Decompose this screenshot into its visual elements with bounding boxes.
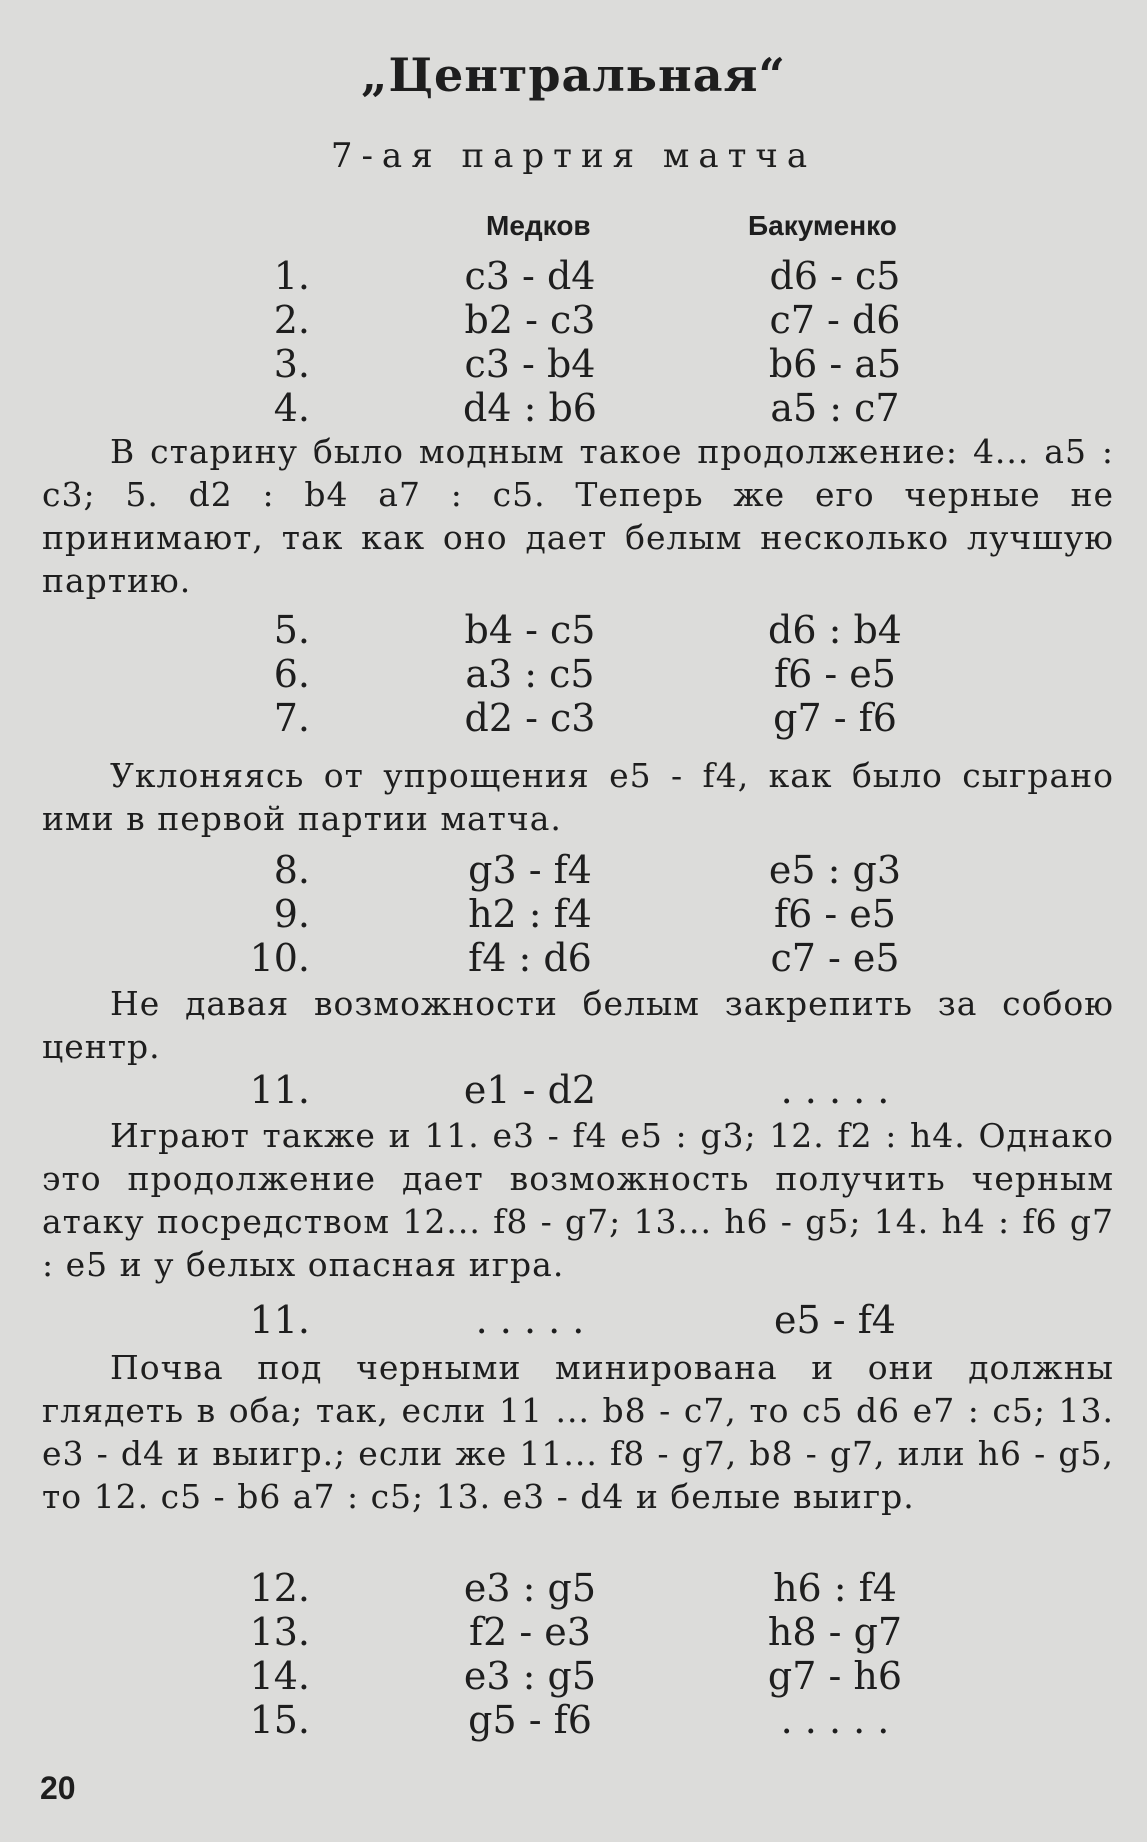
black-player-name: Бакуменко (748, 210, 897, 241)
black-move: e5 - f4 (774, 1298, 896, 1342)
move-number: 13. (249, 1610, 310, 1654)
white-move: d2 - c3 (464, 696, 596, 740)
comment-paragraph: Не давая возможности белым закрепить за собою центр. (42, 984, 1114, 1066)
black-move: h8 - g7 (767, 1610, 903, 1654)
move-number: 9. (273, 892, 310, 936)
move-number: 6. (273, 652, 310, 696)
move-number: 2. (273, 298, 310, 342)
black-move: f6 - e5 (774, 892, 896, 936)
comment-paragraph: В старину было модным такое продолжение: 4... a5 : c3; 5. d2 : b4 a7 : c5. Теперь же его черные не принимают, так как оно дает белым несколько лучшую партию. (42, 432, 1114, 600)
white-move: e1 - d2 (463, 1068, 597, 1112)
white-move: c3 - d4 (464, 254, 596, 298)
game-subtitle: 7-ая партия матча (330, 136, 817, 176)
move-number: 8. (273, 848, 310, 892)
white-move: f2 - e3 (469, 1610, 591, 1654)
move-number: 11. (249, 1068, 310, 1112)
white-move: f4 : d6 (468, 936, 592, 980)
black-move: c7 - e5 (770, 936, 900, 980)
white-move: d4 : b6 (463, 386, 597, 430)
move-number: 1. (273, 254, 310, 298)
black-move: b6 - a5 (768, 342, 902, 386)
black-move: c7 - d6 (769, 298, 901, 342)
white-move: g3 - f4 (468, 848, 592, 892)
black-move: a5 : c7 (770, 386, 900, 430)
white-move: h2 : f4 (468, 892, 592, 936)
white-move: g5 - f6 (468, 1698, 592, 1742)
white-move: . . . . . (475, 1298, 585, 1342)
white-move: b4 - c5 (464, 608, 596, 652)
white-move: a3 : c5 (465, 652, 595, 696)
move-number: 12. (249, 1566, 310, 1610)
white-move: e3 : g5 (463, 1566, 597, 1610)
black-move: h6 : f4 (773, 1566, 897, 1610)
comment-paragraph: Играют также и 11. e3 - f4 e5 : g3; 12. f2 : h4. Однако это продолжение дает возможность получить черным атаку посредством 12... f8 - g7; 13... h6 - g5; 14. h4 : f6 g7 : e5 и у белых опасная игра. (42, 1116, 1114, 1284)
comment-paragraph: Почва под черными минирована и они должны глядеть в оба; так, если 11 ... b8 - c7, то c5 d6 e7 : c5; 13. e3 - d4 и выигр.; если же 11... f8 - g7, b8 - g7, или h6 - g5, то 12. c5 - b6 a7 : c5; 13. e3 - d4 и белые выигр. (42, 1348, 1114, 1516)
move-number: 14. (249, 1654, 310, 1698)
black-move: f6 - e5 (774, 652, 896, 696)
move-number: 15. (249, 1698, 310, 1742)
move-number: 4. (273, 386, 310, 430)
black-move: d6 - c5 (769, 254, 901, 298)
move-number: 11. (249, 1298, 310, 1342)
black-move: . . . . . (780, 1698, 890, 1742)
page-title: „Центральная“ (361, 48, 786, 102)
black-move: . . . . . (780, 1068, 890, 1112)
black-move: d6 : b4 (768, 608, 902, 652)
page-number: 20 (40, 1770, 76, 1806)
black-move: e5 : g3 (768, 848, 902, 892)
black-move: g7 - h6 (767, 1654, 903, 1698)
white-move: e3 : g5 (463, 1654, 597, 1698)
move-number: 7. (273, 696, 310, 740)
white-move: b2 - c3 (464, 298, 596, 342)
comment-paragraph: Уклоняясь от упрощения e5 - f4, как было сыграно ими в первой партии матча. (42, 756, 1114, 838)
move-number: 5. (273, 608, 310, 652)
black-move: g7 - f6 (773, 696, 897, 740)
move-number: 10. (249, 936, 310, 980)
white-player-name: Медков (486, 210, 591, 241)
move-number: 3. (273, 342, 310, 386)
white-move: c3 - b4 (464, 342, 596, 386)
